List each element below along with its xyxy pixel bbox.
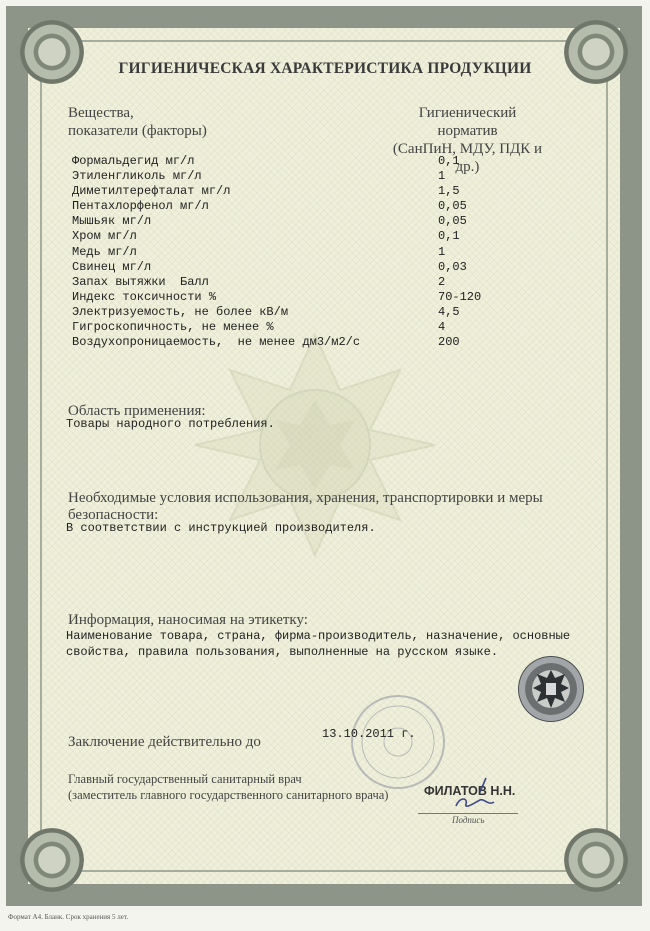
norm-value: 1,5: [438, 184, 460, 199]
conditions-label-line: безопасности:: [68, 507, 159, 523]
conditions-text: В соответствии с инструкцией производителя.: [66, 521, 376, 535]
substance-name: Пентахлорфенол мг/л: [72, 199, 209, 214]
norm-value: 0,03: [438, 259, 467, 274]
page-title: ГИГИЕНИЧЕСКАЯ ХАРАКТЕРИСТИКА ПРОДУКЦИИ: [118, 60, 532, 77]
substance-name: Мышьяк мг/л: [72, 214, 152, 229]
footer-note: Формат А4. Бланк. Срок хранения 5 лет.: [8, 913, 129, 921]
substance-name: Гигроскопичность, не менее %: [72, 320, 274, 335]
norm-value: 4: [438, 320, 446, 335]
validity-date: 13.10.2011 г.: [322, 727, 416, 741]
signature-line: [418, 813, 518, 814]
norm-value: 0,05: [438, 214, 467, 229]
norm-value: 0,1: [438, 229, 460, 244]
norm-value: 4,5: [438, 304, 460, 319]
substance-name: Этиленгликоль мг/л: [72, 169, 202, 184]
column-header-line: норматив: [437, 123, 498, 139]
substance-name: Свинец мг/л: [72, 259, 152, 274]
table-row: [72, 260, 532, 275]
signature-caption: Подпись: [452, 815, 485, 825]
table-row: [72, 184, 532, 199]
column-header-line: Гигиенический: [418, 105, 517, 121]
validity-label: Заключение действительно до: [68, 734, 261, 750]
column-header-substances: [68, 104, 207, 140]
handwritten-signature: [446, 776, 506, 816]
substances-table: [72, 154, 532, 350]
substance-name: Формальдегид мг/л: [72, 154, 195, 168]
hologram-seal-icon: [518, 656, 584, 722]
official-name: ФИЛАТОВ Н.Н.: [424, 784, 516, 798]
official-title-line: Главный государственный санитарный врач: [68, 772, 302, 786]
corner-ornament: [564, 828, 628, 892]
official-title: [68, 771, 388, 803]
label-info-text: [66, 628, 570, 660]
norm-value: 1: [438, 244, 446, 259]
label-info-line: Наименование товара, страна, фирма-производитель, назначение, основные: [66, 629, 571, 643]
substance-name: Запах вытяжки Балл: [72, 274, 209, 289]
table-row: [72, 245, 532, 260]
table-row: [72, 320, 532, 335]
application-label: Область применения:: [68, 403, 206, 419]
table-row: [72, 229, 532, 244]
column-header-line: показатели (факторы): [68, 123, 207, 139]
table-row: [72, 305, 532, 320]
conditions-label-line: Необходимые условия использования, хранения, транспортировки и меры: [68, 490, 543, 506]
substance-name: Электризуемость, не более кВ/м: [72, 304, 289, 319]
table-row: [72, 154, 532, 169]
table-row: [72, 214, 532, 229]
norm-value: 0,05: [438, 199, 467, 214]
substance-name: Хром мг/л: [72, 229, 137, 244]
corner-ornament: [20, 828, 84, 892]
column-header-line: (СанПиН, МДУ, ПДК и др.): [392, 141, 543, 175]
norm-value: 200: [438, 335, 460, 350]
table-row: [72, 275, 532, 290]
substance-name: Воздухопроницаемость, не менее дм3/м2/с: [72, 335, 361, 350]
official-title-line: (заместитель главного государственного санитарного врача): [68, 788, 389, 802]
conditions-label: [68, 490, 543, 524]
norm-value: 70-120: [438, 289, 482, 304]
table-row: [72, 290, 532, 305]
table-row: [72, 199, 532, 214]
substance-name: Медь мг/л: [72, 244, 137, 259]
label-info-line: свойства, правила пользования, выполненные на русском языке.: [66, 645, 499, 659]
substance-name: Диметилтерефталат мг/л: [72, 184, 231, 199]
table-row: [72, 335, 532, 350]
application-text: Товары народного потребления.: [66, 417, 275, 431]
norm-value: 1: [438, 169, 446, 184]
label-info-label: Информация, наносимая на этикетку:: [68, 612, 308, 628]
norm-value: 2: [438, 274, 446, 289]
column-header-line: Вещества,: [68, 105, 134, 121]
substance-name: Индекс токсичности %: [72, 289, 217, 304]
norm-value: 0,1: [438, 154, 460, 168]
table-row: [72, 169, 532, 184]
